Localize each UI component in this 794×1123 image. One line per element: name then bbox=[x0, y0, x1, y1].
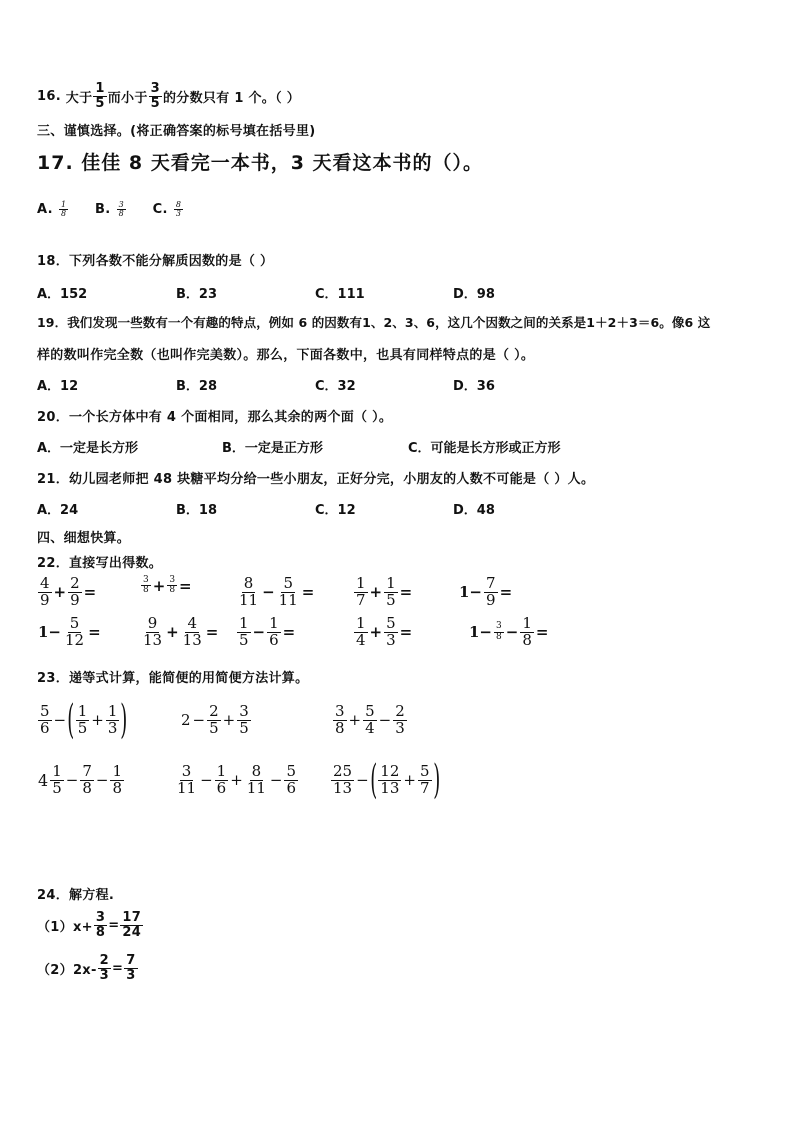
numerator: 3 bbox=[95, 910, 106, 925]
arithmetic-item bbox=[353, 576, 413, 609]
equals-sign: = bbox=[499, 583, 513, 602]
numerator: 5 bbox=[283, 574, 293, 592]
denominator: 8 bbox=[335, 718, 345, 737]
fraction bbox=[384, 616, 398, 649]
fraction bbox=[63, 616, 86, 649]
question-22-title: 22．直接写出得数。 bbox=[37, 556, 163, 571]
fraction bbox=[484, 576, 498, 609]
fraction bbox=[384, 576, 398, 609]
numerator: 5 bbox=[40, 701, 50, 720]
denominator: 4 bbox=[365, 718, 375, 737]
fraction bbox=[167, 576, 177, 596]
operator: + bbox=[369, 623, 383, 642]
arithmetic-item bbox=[37, 616, 102, 649]
equals-sign: = bbox=[535, 623, 549, 642]
q19-option-a: A．12 bbox=[37, 379, 79, 394]
equals-sign: = bbox=[282, 623, 296, 642]
operator: + bbox=[166, 623, 179, 642]
numerator: 7 bbox=[82, 762, 92, 780]
denominator: 3 bbox=[386, 630, 396, 649]
denominator: 8 bbox=[118, 209, 124, 218]
denominator: 6 bbox=[269, 630, 279, 649]
numerator: 25 bbox=[333, 761, 353, 780]
q19-option-c: C．32 bbox=[315, 379, 356, 394]
denominator: 3 bbox=[175, 209, 181, 218]
denominator: 13 bbox=[143, 630, 163, 649]
numerator: 2 bbox=[99, 953, 110, 968]
equals-sign: = bbox=[88, 623, 101, 642]
fraction bbox=[354, 576, 368, 609]
numerator: 3 bbox=[239, 702, 249, 720]
denominator: 3 bbox=[99, 967, 110, 983]
q18-option-c: C．111 bbox=[315, 287, 365, 302]
fraction bbox=[331, 761, 354, 797]
fraction bbox=[117, 201, 126, 219]
right-paren: ) bbox=[432, 757, 440, 803]
fraction bbox=[50, 764, 64, 797]
operator: 1− bbox=[38, 623, 62, 642]
fraction bbox=[520, 616, 534, 649]
right-paren: ) bbox=[120, 697, 128, 743]
numerator: 8 bbox=[175, 199, 181, 209]
fraction bbox=[141, 616, 164, 649]
fraction bbox=[237, 576, 260, 609]
denominator: 8 bbox=[95, 924, 106, 940]
numerator: 1 bbox=[107, 701, 118, 720]
question-23-title: 23．递等式计算，能简便的用简便方法计算。 bbox=[37, 671, 309, 686]
denominator: 3 bbox=[126, 967, 136, 983]
fraction bbox=[494, 622, 504, 642]
q16-suffix: 的分数只有 1 个。（ ） bbox=[163, 90, 301, 106]
question-19-line-2: 样的数叫作完全数（也叫作完美数）。那么，下面各数中，也具有同样特点的是（ ）。 bbox=[37, 348, 535, 363]
q21-option-c: C．12 bbox=[315, 503, 356, 518]
plus-sign: + bbox=[403, 771, 416, 789]
numerator: 4 bbox=[40, 574, 50, 592]
denominator: 9 bbox=[486, 590, 496, 609]
fraction bbox=[98, 954, 111, 982]
denominator: 11 bbox=[239, 590, 259, 609]
section-3-heading: 三、谨慎选择。(将正确答案的标号填在括号里) bbox=[37, 124, 316, 139]
arithmetic-item bbox=[458, 576, 513, 609]
q23-expression-1 bbox=[37, 697, 128, 743]
arithmetic-item bbox=[353, 616, 413, 649]
numerator: 1 bbox=[522, 614, 532, 632]
equals-sign: = bbox=[83, 583, 97, 602]
denominator: 11 bbox=[177, 778, 197, 797]
arithmetic-item bbox=[236, 576, 315, 609]
equals-sign: = bbox=[205, 623, 219, 642]
equation-label: （1）x+ bbox=[37, 919, 93, 935]
numerator: 3 bbox=[143, 575, 149, 585]
q23-expression-2 bbox=[180, 704, 252, 737]
denominator: 7 bbox=[356, 590, 366, 609]
equation-2 bbox=[37, 954, 139, 982]
fraction bbox=[38, 576, 52, 609]
whole-number: 4 bbox=[38, 770, 49, 790]
numerator: 8 bbox=[243, 574, 254, 592]
question-16 bbox=[37, 82, 300, 110]
q18-option-a: A．152 bbox=[37, 287, 88, 302]
arithmetic-item bbox=[140, 616, 219, 649]
numerator: 1 bbox=[95, 81, 105, 96]
numerator: 7 bbox=[126, 953, 136, 968]
option-label: C. bbox=[152, 202, 168, 217]
denominator: 7 bbox=[419, 778, 430, 797]
fraction bbox=[174, 201, 183, 219]
numerator: 5 bbox=[419, 761, 430, 780]
denominator: 8 bbox=[169, 585, 176, 596]
numerator: 17 bbox=[122, 910, 142, 925]
denominator: 9 bbox=[40, 590, 50, 609]
denominator: 13 bbox=[333, 778, 353, 797]
fraction bbox=[363, 704, 377, 737]
denominator: 12 bbox=[65, 630, 85, 649]
plus-sign: + bbox=[222, 711, 236, 730]
denominator: 5 bbox=[150, 95, 160, 111]
denominator: 8 bbox=[143, 585, 149, 596]
fraction bbox=[181, 616, 204, 649]
plus-sign: + bbox=[348, 711, 362, 730]
fraction bbox=[267, 616, 281, 649]
denominator: 8 bbox=[522, 630, 532, 649]
operator: + bbox=[53, 583, 67, 602]
denominator: 6 bbox=[40, 718, 50, 737]
left-paren: ( bbox=[67, 697, 75, 743]
numerator: 7 bbox=[486, 574, 496, 592]
minus-sign: − bbox=[65, 771, 79, 790]
minus-sign: − bbox=[53, 711, 67, 729]
q18-option-d: D．98 bbox=[453, 287, 495, 302]
denominator: 5 bbox=[209, 718, 219, 737]
fraction bbox=[106, 701, 120, 737]
fraction bbox=[245, 764, 268, 797]
numerator: 4 bbox=[187, 614, 197, 632]
numerator: 1 bbox=[239, 614, 249, 632]
fraction bbox=[149, 82, 162, 110]
denominator: 5 bbox=[239, 718, 249, 737]
q21-option-d: D．48 bbox=[453, 503, 495, 518]
fraction bbox=[215, 764, 229, 797]
fraction bbox=[110, 764, 124, 797]
equals-sign: = bbox=[112, 960, 124, 976]
fraction bbox=[93, 82, 106, 110]
numerator: 1 bbox=[356, 614, 366, 632]
question-18: 18．下列各数不能分解质因数的是（ ） bbox=[37, 254, 274, 269]
fraction bbox=[277, 576, 300, 609]
fraction bbox=[141, 576, 151, 596]
fraction bbox=[354, 616, 368, 649]
numerator: 2 bbox=[70, 574, 80, 592]
operator: − bbox=[262, 583, 275, 602]
fraction bbox=[207, 704, 221, 737]
numerator: 1 bbox=[112, 762, 122, 780]
denominator: 11 bbox=[278, 590, 298, 609]
denominator: 13 bbox=[182, 630, 202, 649]
arithmetic-item bbox=[140, 576, 193, 596]
arithmetic-item bbox=[468, 616, 549, 649]
numerator: 3 bbox=[118, 199, 124, 209]
numerator: 1 bbox=[216, 762, 227, 780]
q16-number: 16. bbox=[37, 88, 61, 104]
numerator: 5 bbox=[69, 614, 80, 632]
denominator: 9 bbox=[70, 590, 80, 609]
operator: − bbox=[505, 623, 519, 642]
numerator: 1 bbox=[386, 574, 396, 592]
numerator: 3 bbox=[335, 702, 345, 720]
question-20: 20．一个长方体中有 4 个面相同，那么其余的两个面（ ）。 bbox=[37, 410, 393, 425]
numerator: 3 bbox=[169, 575, 176, 585]
numerator: 8 bbox=[251, 762, 262, 780]
denominator: 6 bbox=[286, 778, 297, 797]
q20-option-b: B．一定是正方形 bbox=[222, 441, 323, 456]
q16-middle: 而小于 bbox=[107, 90, 148, 106]
fraction bbox=[80, 764, 94, 797]
numerator: 1 bbox=[77, 701, 88, 720]
fraction bbox=[284, 764, 298, 797]
fraction bbox=[120, 911, 143, 939]
denominator: 8 bbox=[60, 209, 67, 218]
denominator: 5 bbox=[386, 590, 396, 609]
denominator: 6 bbox=[216, 778, 227, 797]
numerator: 2 bbox=[395, 702, 405, 720]
fraction bbox=[393, 704, 407, 737]
numerator: 5 bbox=[365, 702, 375, 720]
plus-sign: + bbox=[91, 711, 104, 729]
fraction bbox=[94, 911, 107, 939]
denominator: 8 bbox=[112, 778, 122, 797]
denominator: 3 bbox=[107, 718, 118, 737]
equals-sign: = bbox=[301, 583, 315, 602]
fraction bbox=[378, 761, 401, 797]
minus-sign: − bbox=[378, 711, 392, 730]
fraction bbox=[59, 201, 68, 219]
operator: + bbox=[369, 583, 383, 602]
numerator: 1 bbox=[52, 762, 62, 780]
minus-sign: − bbox=[200, 771, 213, 790]
section-4-heading: 四、细想快算。 bbox=[37, 531, 131, 546]
numerator: 1 bbox=[60, 199, 67, 209]
minus-sign: − bbox=[356, 771, 369, 789]
fraction bbox=[237, 616, 251, 649]
fraction bbox=[175, 764, 198, 797]
fraction bbox=[333, 704, 347, 737]
plus-sign: + bbox=[230, 771, 243, 790]
equals-sign: = bbox=[179, 576, 192, 595]
minus-sign: − bbox=[269, 771, 283, 790]
minus-sign: − bbox=[192, 711, 206, 730]
equals-sign: = bbox=[108, 917, 120, 933]
q23-expression-6 bbox=[330, 757, 440, 803]
arithmetic-item bbox=[236, 616, 296, 649]
equation-1 bbox=[37, 911, 144, 939]
q19-option-d: D．36 bbox=[453, 379, 495, 394]
q23-expression-4 bbox=[37, 764, 125, 797]
q21-option-b: B．18 bbox=[176, 503, 217, 518]
equals-sign: = bbox=[399, 583, 413, 602]
numerator: 1 bbox=[269, 614, 279, 632]
denominator: 4 bbox=[356, 630, 366, 649]
numerator: 1 bbox=[356, 574, 366, 592]
operator: 1− bbox=[459, 583, 483, 602]
q23-expression-3 bbox=[332, 704, 408, 737]
operator: − bbox=[252, 623, 266, 642]
numerator: 5 bbox=[386, 614, 396, 632]
q16-prefix: 大于 bbox=[65, 90, 93, 106]
denominator: 11 bbox=[246, 778, 266, 797]
numerator: 9 bbox=[147, 614, 158, 632]
fraction bbox=[38, 701, 52, 737]
denominator: 5 bbox=[95, 95, 105, 111]
numerator: 12 bbox=[380, 761, 400, 780]
question-24-title: 24．解方程. bbox=[37, 888, 115, 903]
denominator: 24 bbox=[122, 924, 142, 940]
option-label: A. bbox=[37, 202, 53, 217]
numerator: 2 bbox=[209, 702, 219, 720]
operator: 1− bbox=[469, 623, 493, 642]
denominator: 5 bbox=[77, 718, 88, 737]
q17-options bbox=[37, 200, 184, 219]
minus-sign: − bbox=[95, 771, 109, 790]
fraction bbox=[237, 704, 251, 737]
question-19-line-1: 19．我们发现一些数有一个有趣的特点，例如 6 的因数有1、2、3、6，这几个因数之间的关系是1＋2＋3＝6。像6 这 bbox=[37, 315, 711, 330]
fraction bbox=[418, 761, 432, 797]
numerator: 3 bbox=[150, 81, 160, 96]
denominator: 3 bbox=[395, 718, 405, 737]
q18-option-b: B．23 bbox=[176, 287, 217, 302]
q21-option-a: A．24 bbox=[37, 503, 79, 518]
denominator: 5 bbox=[52, 778, 62, 797]
equals-sign: = bbox=[399, 623, 413, 642]
question-17: 17. 佳佳 8 天看完一本书，3 天看这本书的（）。 bbox=[37, 152, 484, 174]
question-21: 21．幼儿园老师把 48 块糖平均分给一些小朋友，正好分完，小朋友的人数不可能是（ ）人。 bbox=[37, 472, 595, 487]
q20-option-a: A．一定是长方形 bbox=[37, 441, 139, 456]
operator: + bbox=[152, 576, 166, 595]
q23-expression-5 bbox=[174, 764, 299, 797]
denominator: 8 bbox=[496, 631, 502, 642]
q19-option-b: B．28 bbox=[176, 379, 217, 394]
fraction bbox=[68, 576, 82, 609]
left-paren: ( bbox=[369, 757, 377, 803]
fraction bbox=[76, 701, 90, 737]
numerator: 5 bbox=[286, 762, 297, 780]
option-label: B. bbox=[95, 202, 111, 217]
denominator: 5 bbox=[239, 630, 249, 649]
equation-label: （2）2x- bbox=[37, 962, 97, 978]
denominator: 13 bbox=[380, 778, 400, 797]
fraction bbox=[124, 954, 137, 982]
numerator: 3 bbox=[181, 762, 192, 780]
denominator: 8 bbox=[82, 778, 92, 797]
numerator: 3 bbox=[496, 621, 502, 632]
arithmetic-item bbox=[37, 576, 97, 609]
whole-number: 2 bbox=[181, 711, 191, 730]
q20-option-c: C．可能是长方形或正方形 bbox=[408, 441, 561, 456]
